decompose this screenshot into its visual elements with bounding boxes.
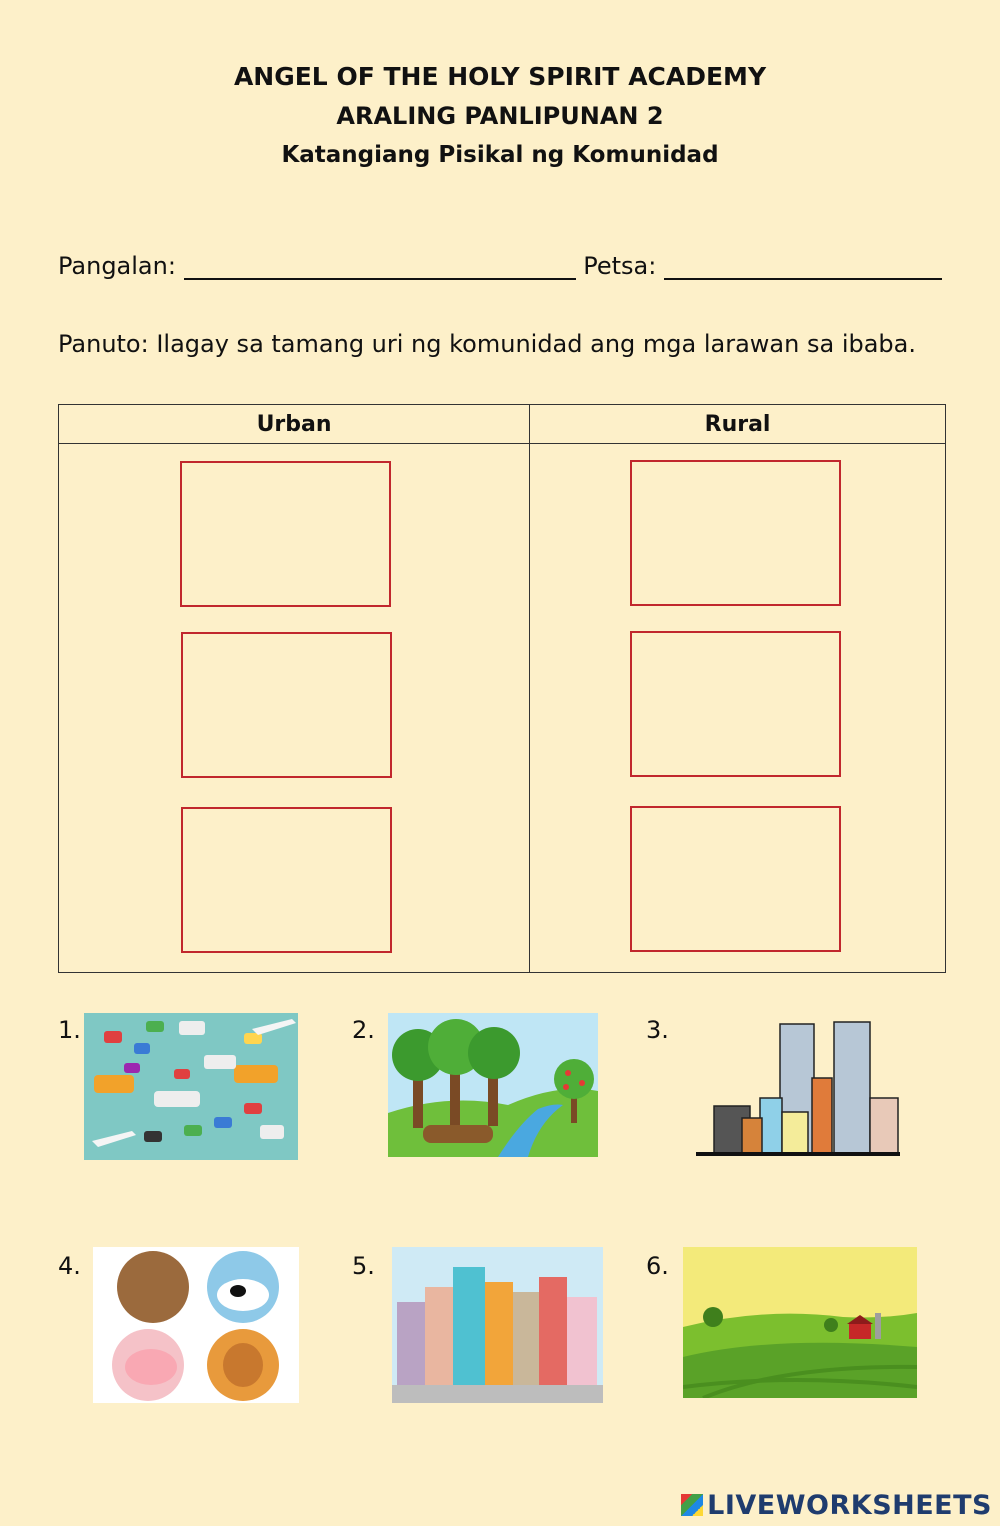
- instructions: Panuto: Ilagay sa tamang uri ng komunidad ang mga larawan sa ibaba.: [58, 330, 916, 358]
- rural-drop-box-1[interactable]: [630, 460, 841, 606]
- name-field[interactable]: [184, 256, 576, 280]
- name-date-row: [58, 252, 942, 280]
- item-number: 2.: [352, 1016, 375, 1044]
- item-number: 5.: [352, 1252, 375, 1280]
- trees-river-image[interactable]: [388, 1013, 598, 1157]
- vehicles-image[interactable]: [84, 1013, 298, 1160]
- date-label: Petsa:: [583, 252, 657, 280]
- urban-drop-box-3[interactable]: [181, 807, 392, 953]
- topic-title: Katangiang Pisikal ng Komunidad: [281, 142, 719, 168]
- name-label: Pangalan:: [58, 252, 176, 280]
- urban-header: Urban: [59, 405, 530, 444]
- urban-drop-box-2[interactable]: [181, 632, 392, 778]
- farm-animals-image[interactable]: [93, 1247, 299, 1403]
- liveworksheets-logo: [681, 1490, 992, 1521]
- logo-icon: [681, 1494, 703, 1516]
- city-buildings-image[interactable]: [392, 1247, 603, 1403]
- farmland-image[interactable]: [683, 1247, 917, 1398]
- urban-drop-box-1[interactable]: [180, 461, 391, 607]
- item-number: 3.: [646, 1016, 669, 1044]
- rural-drop-box-3[interactable]: [630, 806, 841, 952]
- item-number: 4.: [58, 1252, 81, 1280]
- skyscrapers-image[interactable]: [694, 1012, 902, 1158]
- item-number: 6.: [646, 1252, 669, 1280]
- school-title: ANGEL OF THE HOLY SPIRIT ACADEMY: [233, 62, 767, 91]
- subject-title: ARALING PANLIPUNAN 2: [336, 102, 664, 130]
- logo-text: LIVEWORKSHEETS: [707, 1490, 992, 1521]
- rural-drop-box-2[interactable]: [630, 631, 841, 777]
- date-field[interactable]: [664, 256, 942, 280]
- rural-header: Rural: [530, 405, 946, 444]
- item-number: 1.: [58, 1016, 81, 1044]
